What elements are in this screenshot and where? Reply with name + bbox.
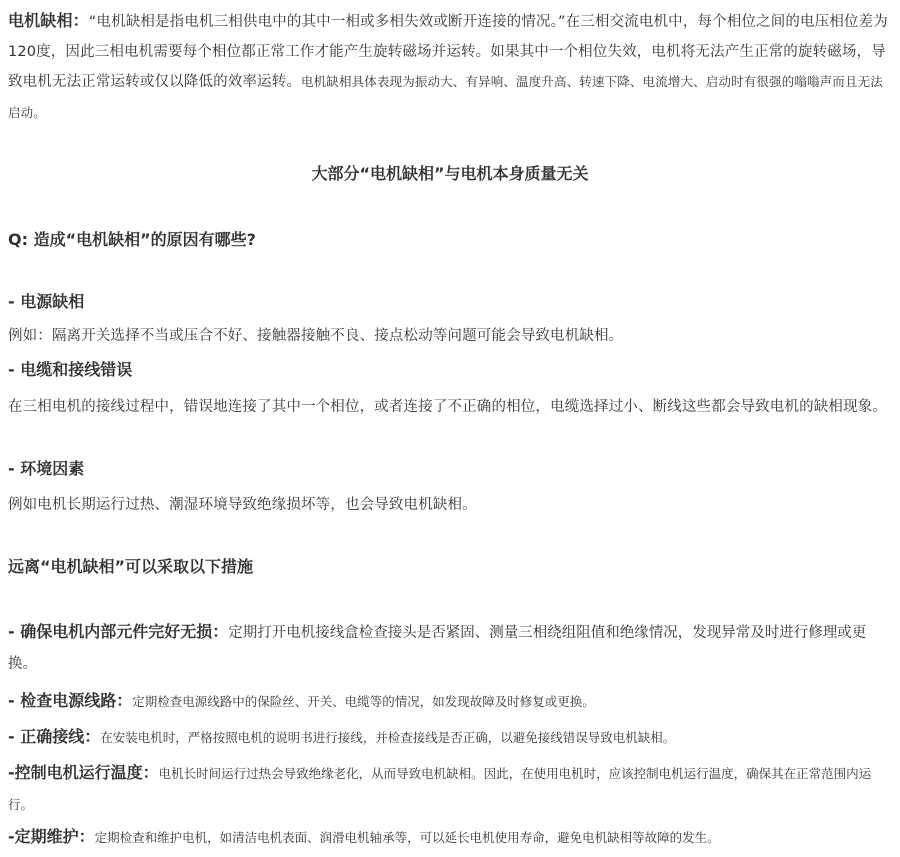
measure-item-maintenance <box>8 822 894 853</box>
question-heading: Q: 造成“电机缺相”的原因有哪些? <box>8 230 256 249</box>
measure-label: -定期维护： <box>8 827 95 846</box>
cause-title-wiring: - 电缆和接线错误 <box>8 360 133 379</box>
measure-item-power-line <box>8 686 894 717</box>
intro-symptoms: 电机缺相具体表现为振动大、有异响、温度升高、转速下降、电流增大、启动时有很强的嗡嗡声而且无法启动。 <box>8 74 883 120</box>
cause-title-environment: - 环境因素 <box>8 459 85 478</box>
measure-item-temperature <box>8 758 894 820</box>
measure-label: - 确保电机内部元件完好无损： <box>8 622 229 641</box>
cause-text-environment: 例如电机长期运行过热、潮湿环境导致绝缘损坏等，也会导致电机缺相。 <box>8 497 477 513</box>
measure-label: - 检查电源线路： <box>8 691 133 710</box>
cause-title-power: - 电源缺相 <box>8 292 85 311</box>
cause-text-power: 例如：隔离开关选择不当或压合不好、接触器接触不良、接点松动等问题可能会导致电机缺相。 <box>8 328 624 344</box>
measures-heading: 远离“电机缺相”可以采取以下措施 <box>8 557 254 576</box>
measure-text: 定期检查和维护电机，如清洁电机表面、润滑电机轴承等，可以延长电机使用寿命，避免电机缺相等故障的发生。 <box>94 830 720 845</box>
center-heading: 大部分“电机缺相”与电机本身质量无关 <box>311 164 589 183</box>
intro-term: 电机缺相 <box>8 11 73 30</box>
intro-paragraph <box>8 6 894 128</box>
cause-text-wiring: 在三相电机的接线过程中，错误地连接了其中一个相位，或者连接了不正确的相位，电缆选择过小、断线这些都会导致电机的缺相现象。 <box>8 399 887 415</box>
measure-text: 电机长时间运行过热会导致绝缘老化，从而导致电机缺相。因此，在使用电机时，应该控制电机运行温度，确保其在正常范围内运行。 <box>8 766 872 812</box>
measure-label: - 正确接线： <box>8 727 101 746</box>
measure-text: 定期检查电源线路中的保险丝、开关、电缆等的情况，如发现故障及时修复或更换。 <box>132 694 595 709</box>
measure-text: 定期打开电机接线盒检查接头是否紧固、测量三相绕组阻值和绝缘情况，发现异常及时进行修理或更换。 <box>8 625 867 672</box>
measure-item-wiring <box>8 722 894 753</box>
measure-text: 在安装电机时，严格按照电机的说明书进行接线，并检查接线是否正确，以避免接线错误导致电机缺相。 <box>100 730 676 745</box>
measure-item-components <box>8 617 894 679</box>
intro-colon: ： <box>72 11 89 30</box>
intro-body: “电机缺相是指电机三相供电中的其中一相或多相失效或断开连接的情况。”在三相交流电机中，每个相位之间的电压相位差为120度，因此三相电机需要每个相位都正常工作才能产生旋转磁场并运转。如果其中一个相位失效，电机将无法产生正常的旋转磁场，导致电机无法正常运转或仅以降低的效率运转。 <box>8 14 888 90</box>
measure-label: -控制电机运行温度： <box>8 763 159 782</box>
